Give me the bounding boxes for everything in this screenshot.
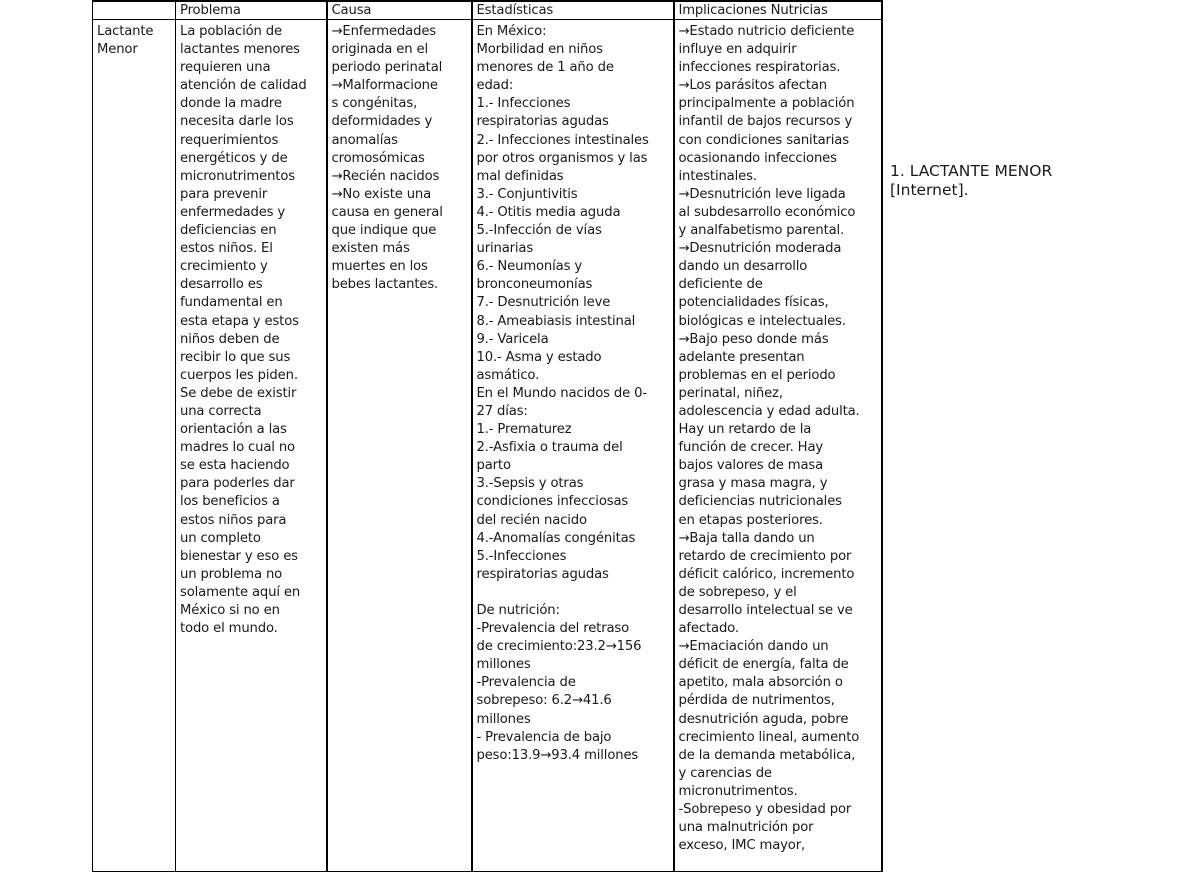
text-line: de sobrepeso, y el	[678, 584, 797, 600]
text-line: 3.-Sepsis y otras	[476, 476, 584, 492]
text-line: →Estado nutricio deficiente	[678, 24, 855, 39]
text-line: al subdesarrollo económico	[678, 204, 856, 220]
text-line: anomalías	[331, 132, 398, 148]
text-line: grasa y masa magra, y	[678, 476, 828, 492]
text-line: dando un desarrollo	[678, 259, 808, 275]
text-line: necesita darle los	[180, 114, 294, 130]
text-line: función de crecer. Hay	[678, 440, 824, 456]
text-line: potencialidades físicas,	[678, 295, 829, 311]
text-line: se esta haciendo	[180, 458, 290, 474]
text-line: de la demanda metabólica,	[678, 747, 856, 763]
text-line: una malnutrición por	[678, 820, 814, 836]
text-line: ocasionando infecciones	[678, 150, 837, 166]
text-line: →Desnutrición moderada	[678, 241, 842, 257]
header-problema: Problema	[176, 1, 327, 20]
content-table	[92, 0, 883, 872]
implicaciones-cell	[674, 20, 882, 872]
text-line: 7.- Desnutrición leve	[476, 295, 611, 311]
text-line: →Recién nacidos	[331, 168, 440, 184]
text-line: bronconeumonías	[476, 277, 593, 293]
header-implicaciones: Implicaciones Nutricias	[674, 1, 882, 20]
text-line: requerimientos	[180, 132, 279, 148]
table-header-row	[93, 1, 882, 20]
text-line: urinarias	[476, 241, 534, 257]
text-line: enfermedades y	[180, 204, 286, 220]
text-line: adolescencia y edad adulta.	[678, 403, 860, 419]
text-line: cromosómicas	[331, 150, 425, 166]
text-line: crecimiento y	[180, 259, 268, 275]
text-line: 6.- Neumonías y	[476, 259, 583, 275]
text-line: afectado.	[678, 621, 739, 637]
text-line: lactantes menores	[180, 42, 300, 58]
text-line: retardo de crecimiento por	[678, 548, 852, 564]
text-line: que indique que	[331, 223, 437, 239]
text-line: deficiencias nutricionales	[678, 494, 842, 510]
text-line: Menor	[97, 42, 138, 58]
text-line: déficit de energía, falta de	[678, 657, 849, 673]
text-line: 5.-Infección de vías	[476, 223, 602, 239]
text-line: biológicas e intelectuales.	[678, 313, 846, 329]
text-line: apetito, mala absorción o	[678, 675, 843, 691]
text-line: bebes lactantes.	[331, 277, 439, 293]
text-line: mal definidas	[476, 168, 564, 184]
text-line: →Desnutrición leve ligada	[678, 186, 846, 202]
text-line: Se debe de existir	[180, 385, 297, 401]
text-line: donde la madre	[180, 96, 282, 112]
text-line: por otros organismos y las	[476, 150, 648, 166]
text-line: 1. LACTANTE MENOR	[890, 162, 1053, 180]
text-line: 9.- Varicela	[476, 331, 549, 347]
text-line: →Bajo peso donde más	[678, 331, 829, 347]
text-line: requieren una	[180, 60, 271, 76]
text-line: 8.- Ameabiasis intestinal	[476, 313, 636, 329]
text-line: muertes en los	[331, 259, 428, 275]
text-line: →Baja talla dando un	[678, 530, 815, 546]
text-line: crecimiento lineal, aumento	[678, 729, 860, 745]
text-line: La población de	[180, 24, 282, 39]
text-line: orientación a las	[180, 422, 287, 438]
text-line: todo el mundo.	[180, 621, 278, 637]
text-line: →Enfermedades	[331, 24, 437, 39]
text-line: -Prevalencia de	[476, 675, 576, 691]
text-line: →No existe una	[331, 186, 432, 202]
text-line: un problema no	[180, 566, 283, 582]
text-line: fundamental en	[180, 295, 283, 311]
text-line: adelante presentan	[678, 349, 805, 365]
table-row	[93, 20, 882, 872]
text-line: De nutrición:	[476, 603, 560, 618]
header-causa: Causa	[327, 1, 472, 20]
text-line: infantil de bajos recursos y	[678, 114, 853, 130]
problema-cell	[176, 20, 327, 872]
text-line: perinatal, niñez,	[678, 385, 783, 401]
text-line: asmático.	[476, 367, 540, 383]
text-line: energéticos y de	[180, 150, 288, 166]
text-line: millones	[476, 711, 531, 727]
text-line	[477, 584, 669, 602]
text-line: exceso, IMC mayor,	[678, 838, 806, 854]
text-line: 10.- Asma y estado	[476, 349, 602, 365]
text-line: estos niños para	[180, 512, 287, 528]
text-line: México si no en	[180, 603, 280, 618]
text-line: niños deben de	[180, 331, 280, 347]
text-line: originada en el	[331, 42, 428, 58]
text-line: bajos valores de masa	[678, 458, 824, 474]
reference-note	[890, 162, 1052, 200]
header-empty-cell	[93, 1, 176, 20]
text-line: millones	[476, 657, 531, 673]
text-line: estos niños. El	[180, 241, 273, 257]
text-line: 1.- Prematurez	[476, 422, 572, 438]
text-line: una correcta	[180, 403, 262, 419]
text-line: madres lo cual no	[180, 440, 295, 456]
text-line: periodo perinatal	[331, 60, 443, 76]
text-line: 5.-Infecciones	[476, 548, 567, 564]
header-estadisticas: Estadísticas	[472, 1, 674, 20]
text-line: En México:	[476, 24, 547, 39]
text-line: parto	[476, 458, 511, 474]
text-line: esta etapa y estos	[180, 313, 299, 329]
text-line: -Sobrepeso y obesidad por	[678, 802, 852, 818]
text-line: →Emaciación dando un	[678, 639, 829, 655]
text-line: desnutrición aguda, pobre	[678, 711, 849, 727]
text-line: con condiciones sanitarias	[678, 132, 849, 148]
text-line: pérdida de nutrimentos,	[678, 693, 835, 709]
text-line: [Internet].	[890, 181, 969, 199]
text-line: los beneficios a	[180, 494, 280, 510]
row-label-cell	[93, 20, 176, 872]
text-line: - Prevalencia de bajo	[476, 729, 612, 745]
text-line: menores de 1 año de	[476, 60, 614, 76]
text-line: condiciones infecciosas	[476, 494, 629, 510]
text-line: En el Mundo nacidos de 0-	[476, 385, 648, 401]
text-line: recibir lo que sus	[180, 349, 291, 365]
text-line: y carencias de	[678, 765, 772, 781]
text-line: y analfabetismo parental.	[678, 223, 845, 239]
text-line: respiratorias agudas	[476, 114, 609, 130]
text-line: atención de calidad	[180, 78, 307, 94]
text-line: influye en adquirir	[678, 42, 797, 58]
text-line: un completo	[180, 530, 261, 546]
text-line: del recién nacido	[476, 512, 587, 528]
text-line: Lactante	[97, 24, 154, 39]
text-line: micronutrimentos	[180, 168, 295, 184]
causa-cell	[327, 20, 472, 872]
text-line: para prevenir	[180, 186, 268, 202]
text-line: 2.- Infecciones intestinales	[476, 132, 649, 148]
text-line: deficiencias en	[180, 223, 277, 239]
text-line: solamente aquí en	[180, 584, 301, 600]
text-line: Morbilidad en niños	[476, 42, 603, 58]
text-line: 4.-Anomalías congénitas	[476, 530, 636, 546]
text-line: infecciones respiratorias.	[678, 60, 841, 76]
text-line: bienestar y eso es	[180, 548, 298, 564]
text-line: para poderles dar	[180, 476, 295, 492]
text-line: cuerpos les piden.	[180, 367, 298, 383]
text-line: sobrepeso: 6.2→41.6	[476, 693, 612, 709]
text-line: principalmente a población	[678, 96, 855, 112]
text-line: problemas en el periodo	[678, 367, 836, 383]
text-line: desarrollo es	[180, 277, 263, 293]
text-line: 27 días:	[476, 403, 528, 419]
text-line: desarrollo intelectual se ve	[678, 603, 853, 618]
text-line: deficiente de	[678, 277, 763, 293]
text-line: intestinales.	[678, 168, 757, 184]
text-line: 1.- Infecciones	[476, 96, 571, 112]
text-line: Hay un retardo de la	[678, 422, 812, 438]
text-line: s congénitas,	[331, 96, 418, 112]
text-line: peso:13.9→93.4 millones	[476, 747, 639, 763]
text-line: micronutrimentos.	[678, 783, 798, 799]
text-line: en etapas posteriores.	[678, 512, 823, 528]
text-line: →Los parásitos afectan	[678, 78, 827, 94]
estadisticas-cell	[472, 20, 674, 872]
text-line: →Malformacione	[331, 78, 438, 94]
text-line: de crecimiento:23.2→156	[476, 639, 642, 655]
text-line: 2.-Asfixia o trauma del	[476, 440, 623, 456]
text-line: déficit calórico, incremento	[678, 566, 855, 582]
text-line: existen más	[331, 241, 410, 257]
text-line: 3.- Conjuntivitis	[476, 186, 578, 202]
text-line: 4.- Otitis media aguda	[476, 204, 621, 220]
text-line: -Prevalencia del retraso	[476, 621, 630, 637]
text-line: respiratorias agudas	[476, 566, 609, 582]
text-line: edad:	[476, 78, 514, 94]
text-line: causa en general	[331, 204, 443, 220]
text-line: deformidades y	[331, 114, 433, 130]
